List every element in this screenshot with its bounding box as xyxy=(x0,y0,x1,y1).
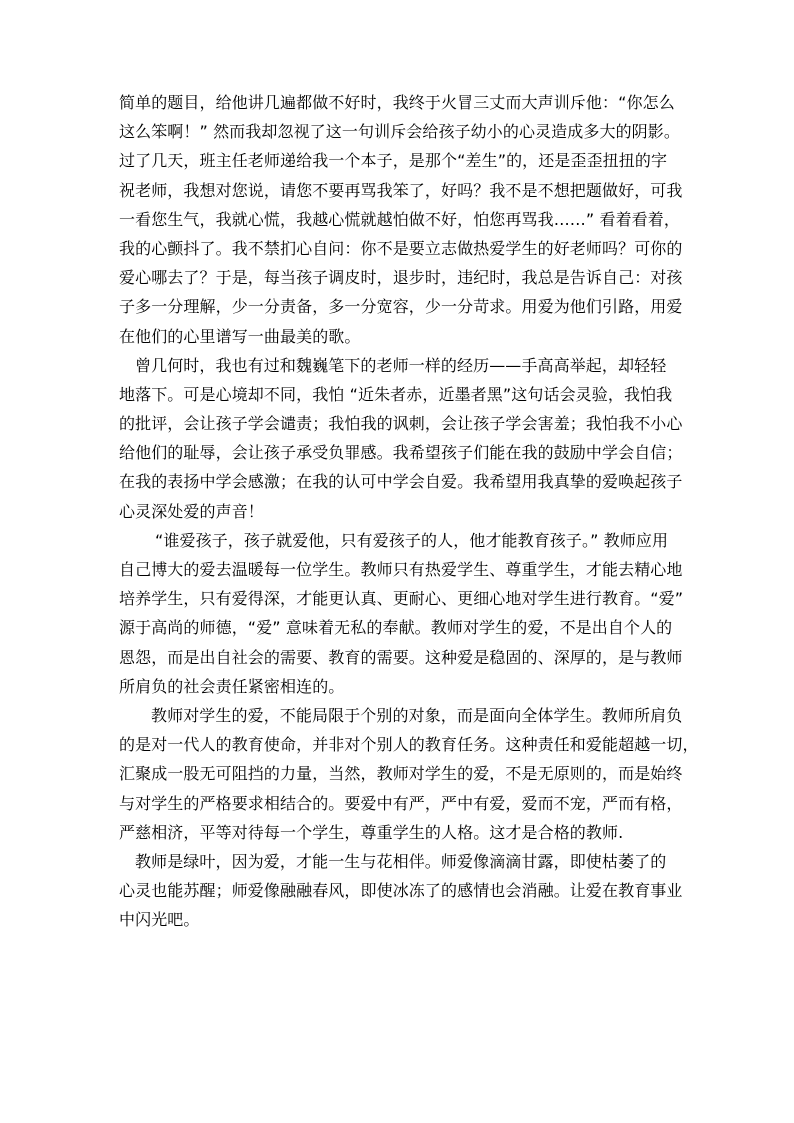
text-line: “谁爱孩子，孩子就爱他，只有爱孩子的人，他才能教育孩子。” 教师应用 xyxy=(155,530,669,550)
text-line: 的批评，会让孩子学会谴责；我怕我的讽刺，会让孩子学会害羞；我怕我不小心 xyxy=(119,414,683,434)
text-line: 爱心哪去了？于是，每当孩子调皮时，退步时，违纪时，我总是告诉自己：对孩 xyxy=(119,268,683,288)
text-line: 源于高尚的师德，“爱” 意味着无私的奉献。教师对学生的爱，不是出自个人的 xyxy=(119,618,673,638)
text-line: 简单的题目，给他讲几遍都做不好时，我终于火冒三丈而大声训斥他：“你怎么 xyxy=(119,93,675,112)
text-line: 汇聚成一股无可阻挡的力量，当然，教师对学生的爱，不是无原则的，而是始终 xyxy=(119,764,683,784)
text-line: 严慈相济，平等对待每一个学生，尊重学生的人格。这才是合格的教师. xyxy=(119,822,624,842)
text-line: 心灵深处爱的声音！ xyxy=(119,501,264,521)
text-line: 在我的表扬中学会感激；在我的认可中学会自爱。我希望用我真挚的爱唤起孩子 xyxy=(119,472,683,492)
text-line: 的是对一代人的教育使命，并非对个别人的教育任务。这种责任和爱能超越一切， xyxy=(119,735,699,755)
text-line: 中闪光吧。 xyxy=(119,910,200,930)
text-line: 教师是绿叶，因为爱，才能一生与花相伴。师爱像滴滴甘露，即使枯萎了的 xyxy=(135,851,667,871)
text-line: 这么笨啊！” 然而我却忽视了这一句训斥会给孩子幼小的心灵造成多大的阴影。 xyxy=(119,122,680,142)
text-line: 过了几天，班主任老师递给我一个本子，是那个“差生”的，还是歪歪扭扭的字 xyxy=(119,151,668,171)
text-line: 祝老师，我想对您说，请您不要再骂我笨了，好吗？我不是不想把题做好，可我 xyxy=(119,180,683,200)
text-line: 心灵也能苏醒；师爱像融融春风，即使冰冻了的感情也会消融。让爱在教育事业 xyxy=(119,881,683,901)
text-line: 所肩负的社会责任紧密相连的。 xyxy=(119,676,345,696)
document-body xyxy=(119,88,699,934)
text-line: 在他们的心里谱写一曲最美的歌。 xyxy=(119,326,361,346)
text-line: 一看您生气，我就心慌，我越心慌就越怕做不好，怕您再骂我……” 看着看着， xyxy=(119,209,680,229)
text-line: 子多一分理解，少一分责备，多一分宽容，少一分苛求。用爱为他们引路，用爱 xyxy=(119,297,683,317)
text-line: 给他们的耻辱，会让孩子承受负罪感。我希望孩子们能在我的鼓励中学会自信； xyxy=(119,443,683,463)
text-line: 恩怨，而是出自社会的需要、教育的需要。这种爱是稳固的、深厚的，是与教师 xyxy=(119,647,683,667)
text-line: 曾几何时，我也有过和魏巍笔下的老师一样的经历——手高高举起，却轻轻 xyxy=(135,355,667,375)
text-line: 培养学生，只有爱得深，才能更认真、更耐心、更细心地对学生进行教育。“爱” xyxy=(119,589,684,609)
text-line: 自己博大的爱去温暖每一位学生。教师只有热爱学生、尊重学生，才能去精心地 xyxy=(119,560,683,579)
text-line: 我的心颤抖了。我不禁扪心自问：你不是要立志做热爱学生的好老师吗？可你的 xyxy=(119,238,683,258)
text-line: 地落下。可是心境却不同，我怕 “近朱者赤，近墨者黑”这句话会灵验，我怕我 xyxy=(119,384,673,404)
text-line: 教师对学生的爱，不能局限于个别的对象，而是面向全体学生。教师所肩负 xyxy=(151,705,683,725)
text-line: 与对学生的严格要求相结合的。要爱中有严，严中有爱，爱而不宠，严而有格， xyxy=(119,793,683,813)
